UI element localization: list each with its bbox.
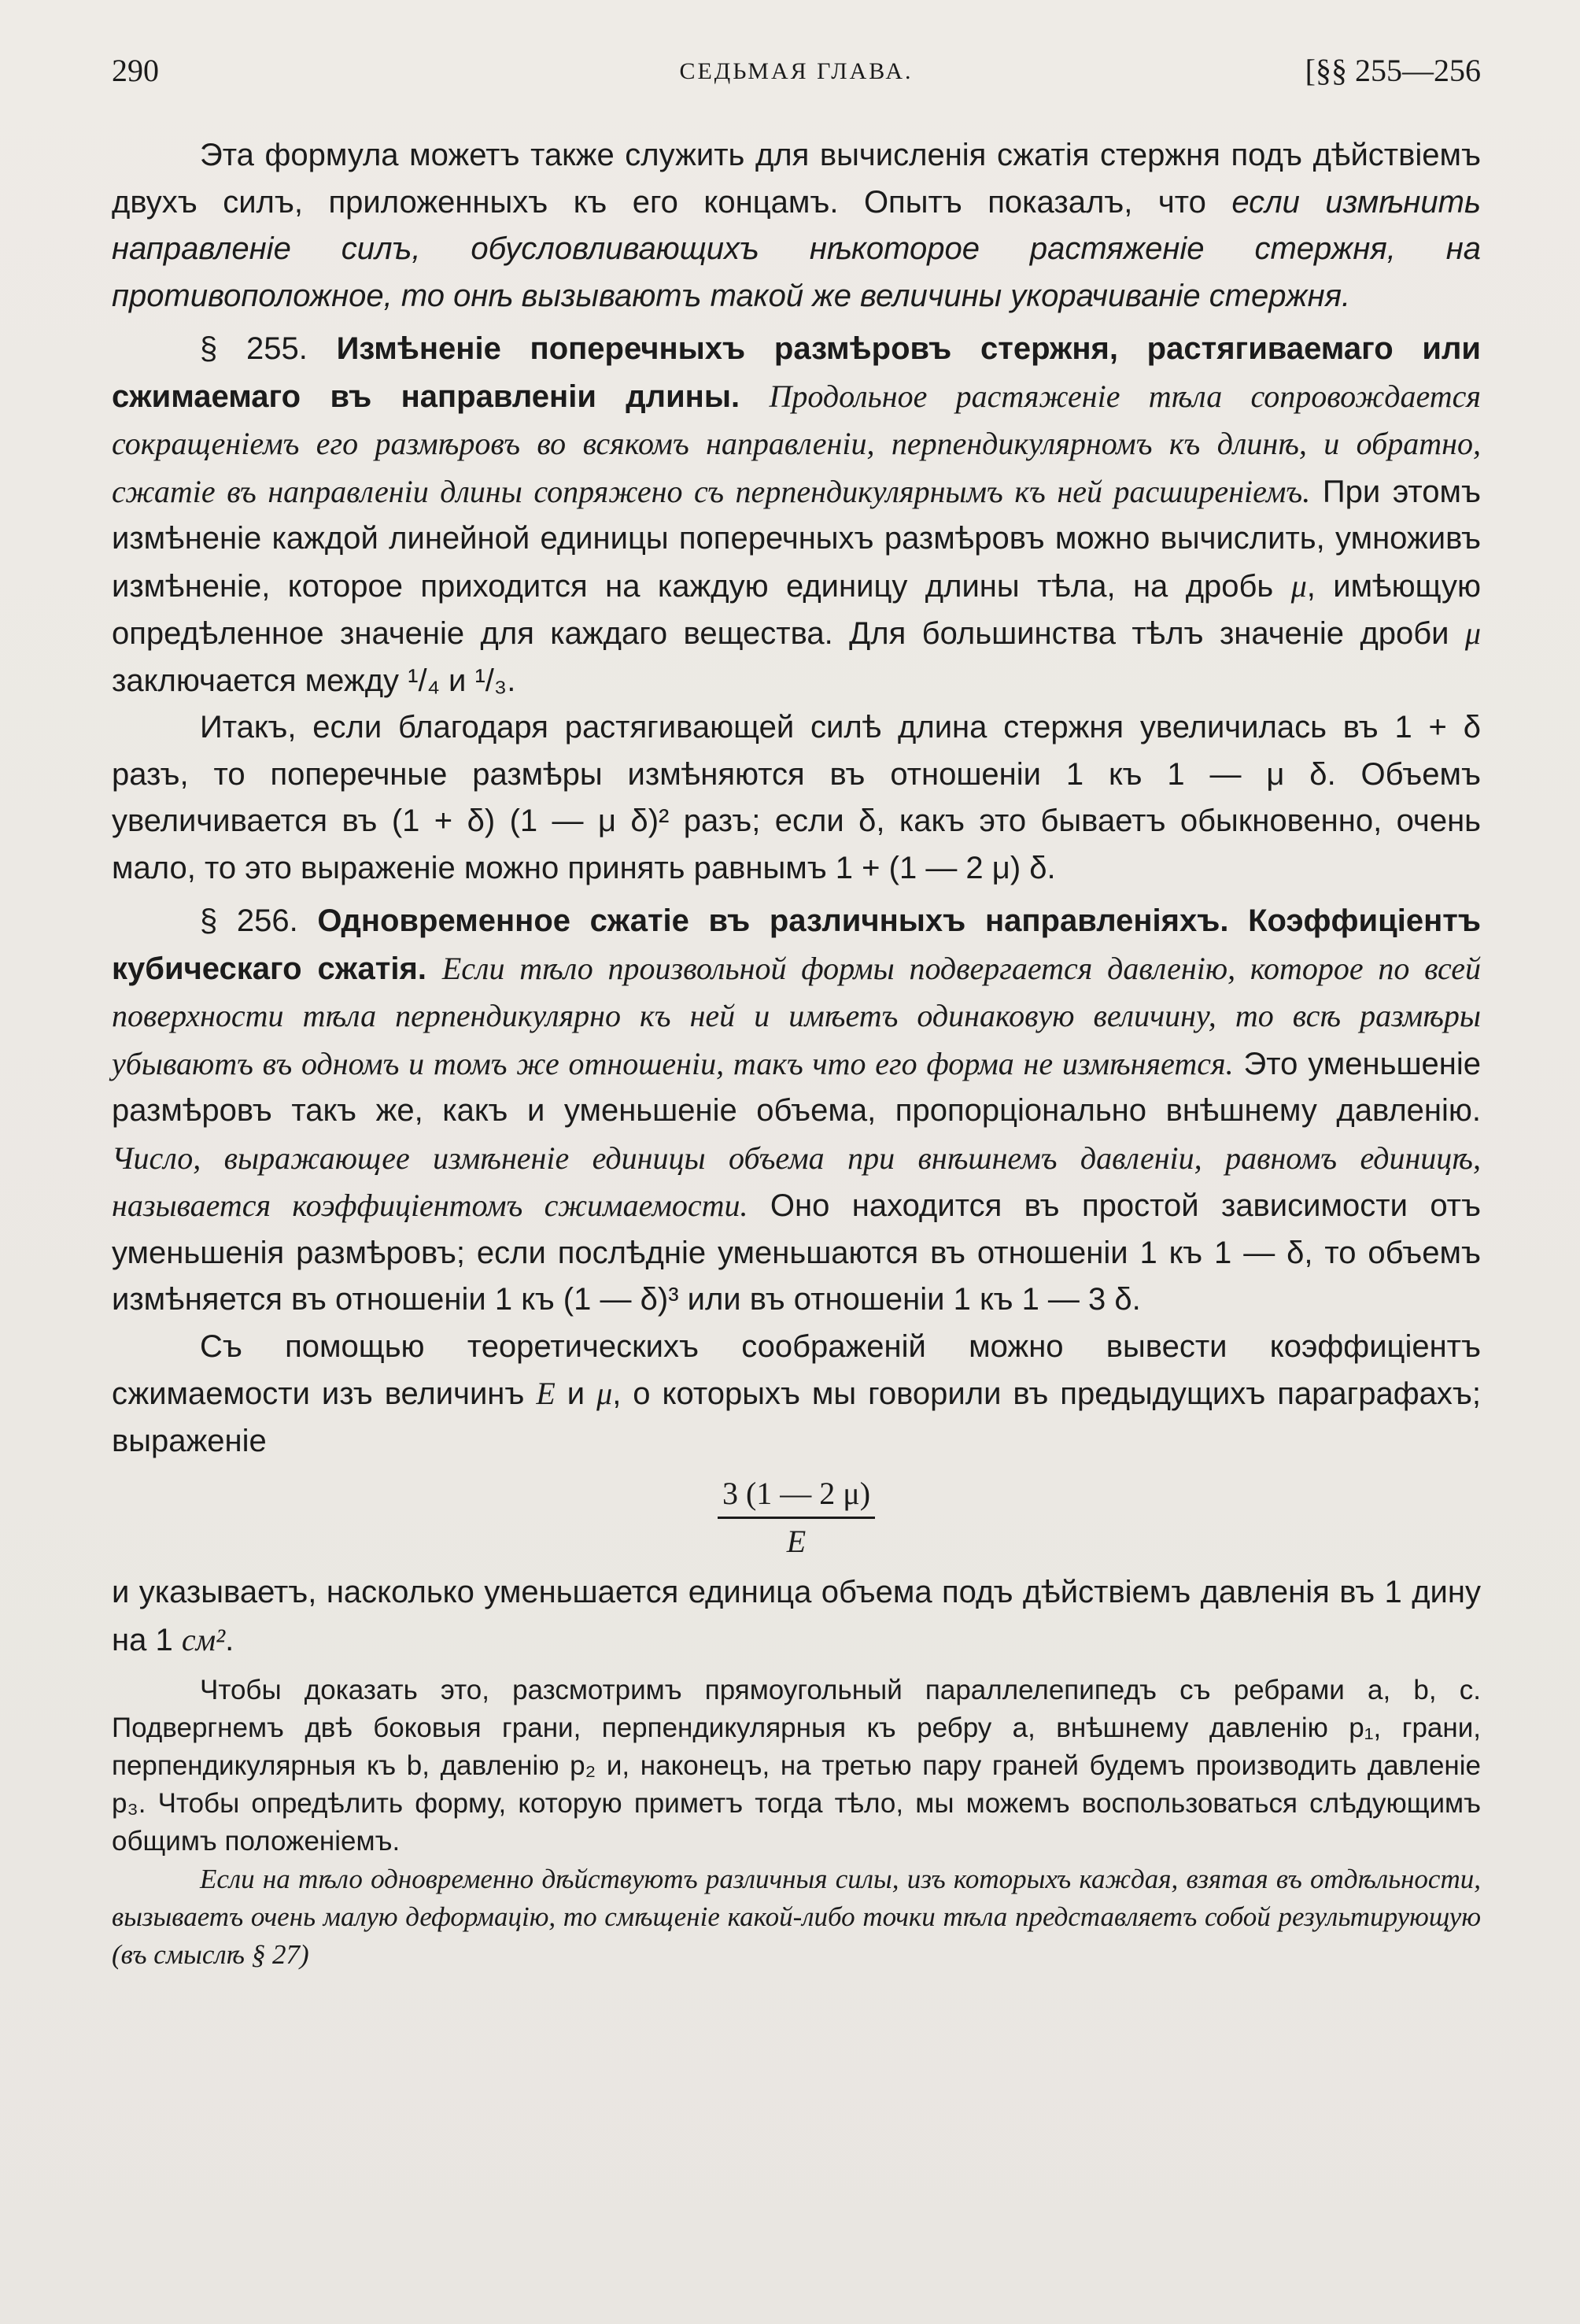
paragraph-theory-text-1: Съ помощью теоретическихъ соображеній можно вывести коэффиціентъ сжимаемости изъ величинъ <box>112 1328 1481 1411</box>
page-number: 290 <box>112 53 159 88</box>
paragraph-intro <box>112 132 1481 320</box>
small-paragraph-proof: Чтобы доказать это, разсмотримъ прямоугольный параллелепипедъ съ ребрами a, b, c. Подвергнемъ двѣ боковыя грани, перпендикулярныя къ ребру a, внѣшнему давленію p₁, грани, перпендикулярныя къ b, давленію p₂ и, наконецъ, на третью пару граней будемъ производить давленіе p₃. Чтобы опредѣлить форму, которую приметъ тогда тѣло, мы можемъ воспользоваться слѣдующимъ общимъ положеніемъ. <box>112 1675 1481 1857</box>
small-print-block <box>112 1672 1481 1974</box>
page-header <box>112 52 1481 99</box>
section-256-italic-2: Число, выражающее измѣненіе единицы объема при внѣшнемъ давленіи, равномъ единицѣ, называется коэффиціентомъ сжимаемости. <box>112 1140 1481 1223</box>
section-255-title: Измѣненіе поперечныхъ размѣровъ стержня, растягиваемаго или сжимаемаго въ направленіи длины. <box>112 331 1481 414</box>
section-256-text-1: Это уменьшеніе размѣровъ такъ же, какъ и уменьшеніе объема, пропорціонально внѣшнему давленію. <box>112 1046 1481 1128</box>
section-255-number: § 255. <box>200 331 308 366</box>
paragraph-theory-text-2: и <box>555 1376 597 1411</box>
section-256-number: § 256. <box>200 903 298 938</box>
section-256-text-2: Оно находится въ простой зависимости отъ уменьшенія размѣровъ; если послѣдніе уменьшаются въ отношеніи 1 къ 1 — δ, то объемъ измѣняется въ отношеніи 1 къ (1 — δ)³ или въ отношеніи 1 къ 1 — 3 δ. <box>112 1188 1481 1317</box>
paragraph-result-text: и указываетъ, насколько уменьшается единица объема подъ дѣйствіемъ давленія въ 1 дину на 1 <box>112 1575 1481 1657</box>
running-title: СЕДЬМАЯ ГЛАВА. <box>679 58 914 84</box>
section-255-text-2: , имѣющую опредѣленное значеніе для каждаго вещества. Для большинства тѣлъ значеніе дроби <box>112 568 1481 651</box>
paragraph-result-end: . <box>225 1622 234 1657</box>
paragraph-theory <box>112 1324 1481 1465</box>
formula-denominator: E <box>786 1524 807 1559</box>
small-paragraph-italic: Если на тѣло одновременно дѣйствуютъ различныя силы, изъ которыхъ каждая, взятая въ отдѣльности, вызываетъ очень малую деформацію, то смѣщеніе какой-либо точки тѣла представляетъ собой результирующую (въ смыслѣ § 27) <box>112 1864 1481 1970</box>
paragraph-intro-italic: если измѣнить направленіе силъ, обусловливающихъ нѣкоторое растяженіе стержня, на противоположное, то онѣ вызываютъ такой же величины укорачиваніе стержня. <box>112 184 1481 313</box>
mu-symbol: μ <box>596 1376 613 1411</box>
e-symbol: E <box>536 1376 556 1411</box>
section-255-text-3: заключается между ¹/₄ и ¹/₃. <box>112 663 516 698</box>
section-256-italic-1: Если тѣло произвольной формы подвергается давленію, которое по всей поверхности тѣла перпендикулярно къ ней и имѣетъ одинаковую величину, то всѣ размѣры убываютъ въ одномъ и томъ же отношеніи, такъ что его форма не измѣняется. <box>112 950 1481 1081</box>
paragraph-result <box>112 1569 1481 1664</box>
mu-symbol: μ <box>1464 615 1481 651</box>
section-255-italic: Продольное растяженіе тѣла сопровождается сокращеніемъ его размѣровъ во всякомъ направленіи, перпендикулярномъ къ длинѣ, и обратно, сжатіе въ направленіи длины сопряжено съ перпендикулярнымъ къ ней расширеніемъ. <box>112 378 1481 509</box>
section-256 <box>112 898 1481 1324</box>
section-reference: [§§ 255—256 <box>1305 53 1481 88</box>
paragraph-intro-text: Эта формула можетъ также служить для вычисленія сжатія стержня подъ дѣйствіемъ двухъ силъ, приложенныхъ къ его концамъ. Опытъ показалъ, что <box>112 138 1481 220</box>
paragraph-stretch: Итакъ, если благодаря растягивающей силѣ длина стержня увеличилась въ 1 + δ разъ, то поперечные размѣры измѣняются въ отношеніи 1 къ 1 — μ δ. Объемъ увеличивается въ (1 + δ) (1 — μ δ)² разъ; если δ, какъ это бываетъ обыкновенно, очень мало, то это выраженіе можно принять равнымъ 1 + (1 — 2 μ) δ. <box>112 710 1481 885</box>
mu-symbol: μ <box>1290 567 1307 604</box>
section-255 <box>112 326 1481 704</box>
page-body <box>112 132 1481 1974</box>
section-256-title: Одновременное сжатіе въ различныхъ направленіяхъ. Коэффиціентъ кубическаго сжатія. <box>112 903 1481 986</box>
formula-fraction <box>718 1471 875 1565</box>
paragraph-theory-text-3: , о которыхъ мы говорили въ предыдущихъ параграфахъ; выраженіе <box>112 1376 1481 1458</box>
compressibility-formula <box>112 1471 1481 1565</box>
unit-cm2: см² <box>181 1621 226 1657</box>
section-255-text-1: При этомъ измѣненіе каждой линейной единицы поперечныхъ размѣровъ можно вычислить, умноживъ измѣненіе, которое приходится на каждую единицу длины тѣла, на дробь <box>112 474 1482 604</box>
formula-numerator: 3 (1 — 2 μ) <box>718 1471 875 1519</box>
